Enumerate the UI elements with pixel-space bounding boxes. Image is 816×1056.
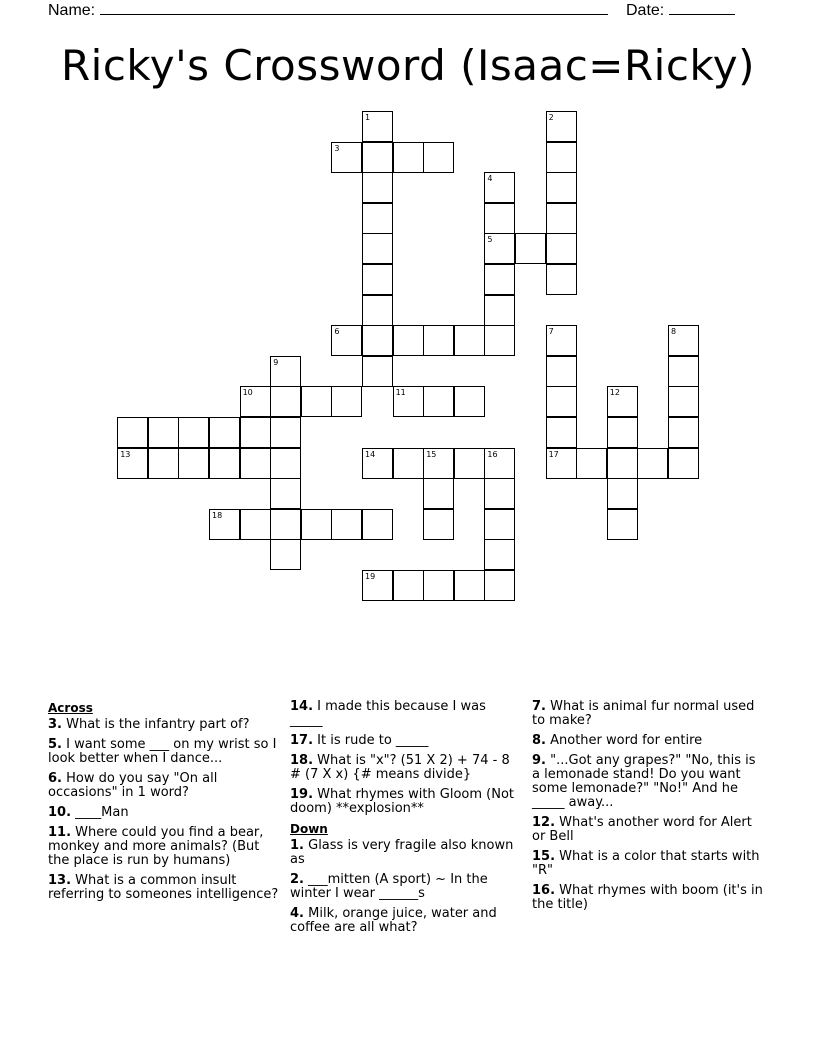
clue-across-3: [48, 718, 284, 732]
clue-text: "...Got any grapes?" "No, this is a lemonade stand! Do you want some lemonade?" "No!" And he _____ away...: [532, 753, 756, 810]
clue-text: Milk, orange juice, water and coffee are all what?: [290, 906, 497, 935]
grid-cell[interactable]: [546, 172, 577, 203]
grid-cell[interactable]: [117, 417, 148, 448]
grid-cell[interactable]: [546, 142, 577, 173]
grid-cell[interactable]: [668, 356, 699, 387]
grid-cell[interactable]: [546, 233, 577, 264]
grid-cell[interactable]: [515, 233, 546, 264]
clue-number: 7.: [532, 699, 546, 714]
clue-number: 1.: [290, 838, 304, 853]
clue-text: What rhymes with Gloom (Not doom) **explosion**: [290, 787, 515, 816]
grid-cell[interactable]: [576, 448, 607, 479]
grid-cell[interactable]: [301, 509, 332, 540]
cell-number: 14: [365, 449, 376, 459]
cell-number: 4: [487, 174, 493, 184]
grid-cell[interactable]: [423, 142, 454, 173]
clue-across-18: [290, 754, 516, 782]
grid-cell[interactable]: [607, 478, 638, 509]
date-label: Date:: [626, 2, 665, 19]
clue-number: 16.: [532, 883, 556, 898]
clue-text: What is "x"? (51 X 2) + 74 - 8 # (7 X x) {# means divide}: [290, 753, 510, 782]
cell-number: 10: [242, 388, 253, 398]
clues-column-1: [48, 700, 284, 908]
grid-cell[interactable]: [362, 325, 393, 356]
grid-cell[interactable]: [607, 386, 638, 417]
grid-cell[interactable]: [607, 448, 638, 479]
cell-number: 8: [671, 327, 677, 337]
clue-down-16: [532, 884, 764, 912]
clue-text: What is the infantry part of?: [66, 717, 250, 732]
cell-number: 19: [365, 572, 376, 581]
grid-cell[interactable]: [423, 448, 454, 479]
grid-cell[interactable]: [362, 448, 393, 479]
grid-cell[interactable]: [270, 509, 301, 540]
name-label: Name:: [48, 2, 96, 19]
grid-cell[interactable]: [546, 203, 577, 234]
clue-number: 3.: [48, 717, 62, 732]
clue-number: 17.: [290, 733, 314, 748]
grid-cell[interactable]: [362, 264, 393, 295]
grid-cell[interactable]: [423, 478, 454, 509]
clue-across-19: [290, 788, 516, 816]
cell-number: 11: [395, 388, 406, 398]
grid-cell[interactable]: [423, 386, 454, 417]
grid-cell[interactable]: [178, 417, 209, 448]
cell-number: 3: [334, 143, 340, 153]
grid-cell[interactable]: [209, 509, 240, 540]
grid-cell[interactable]: [454, 386, 485, 417]
grid-cell[interactable]: [362, 233, 393, 264]
down-heading: Down: [290, 822, 328, 836]
clue-down-9: [532, 754, 764, 810]
cell-number: 17: [548, 449, 559, 459]
clue-number: 12.: [532, 815, 556, 830]
clue-number: 5.: [48, 737, 62, 752]
clue-number: 11.: [48, 825, 72, 840]
page-title: Ricky's Crossword (Isaac=Ricky): [60, 41, 756, 90]
clue-text: What is a common insult referring to someones intelligence?: [48, 873, 279, 902]
clue-down-7: [532, 700, 764, 728]
grid-cell[interactable]: [423, 325, 454, 356]
grid-cell[interactable]: [668, 386, 699, 417]
clue-number: 2.: [290, 872, 304, 887]
grid-cell[interactable]: [607, 509, 638, 540]
cell-number: 16: [487, 449, 498, 459]
grid-cell[interactable]: [454, 325, 485, 356]
cell-number: 5: [487, 235, 493, 245]
grid-cell[interactable]: [484, 539, 515, 570]
grid-cell[interactable]: [484, 478, 515, 509]
grid-cell[interactable]: [270, 356, 301, 387]
grid-cell[interactable]: [178, 448, 209, 479]
clue-across-13: [48, 874, 284, 902]
grid-cell[interactable]: [209, 448, 240, 479]
grid-cell[interactable]: [240, 448, 271, 479]
grid-cell[interactable]: [393, 325, 424, 356]
cell-number: 6: [334, 327, 340, 337]
grid-cell[interactable]: [668, 417, 699, 448]
grid-cell[interactable]: [393, 570, 424, 601]
grid-cell[interactable]: [331, 386, 362, 417]
cell-number: 2: [548, 113, 554, 122]
clue-text: Another word for entire: [550, 733, 703, 748]
clue-down-1: [290, 839, 516, 867]
clue-number: 14.: [290, 699, 314, 714]
grid-cell[interactable]: [607, 417, 638, 448]
cell-number: 13: [120, 449, 131, 459]
clue-text: ____Man: [75, 805, 129, 820]
grid-cell[interactable]: [484, 295, 515, 326]
clue-across-5: [48, 738, 284, 766]
grid-cell[interactable]: [668, 448, 699, 479]
grid-cell[interactable]: [270, 386, 301, 417]
grid-cell[interactable]: [393, 448, 424, 479]
clue-text: It is rude to _____: [317, 733, 429, 748]
clue-across-17: [290, 734, 516, 748]
grid-cell[interactable]: [362, 111, 393, 142]
grid-cell[interactable]: [668, 325, 699, 356]
grid-cell[interactable]: [301, 386, 332, 417]
clue-across-10: [48, 806, 284, 820]
grid-cell[interactable]: [546, 417, 577, 448]
grid-cell[interactable]: [270, 448, 301, 479]
grid-cell[interactable]: [546, 111, 577, 142]
grid-cell[interactable]: [148, 417, 179, 448]
clue-number: 6.: [48, 771, 62, 786]
cell-number: 12: [609, 388, 620, 398]
grid-cell[interactable]: [331, 142, 362, 173]
grid-cell[interactable]: [484, 509, 515, 540]
grid-cell[interactable]: [546, 356, 577, 387]
cell-number: 7: [548, 327, 554, 337]
grid-cell[interactable]: [362, 295, 393, 326]
grid-cell[interactable]: [362, 356, 393, 387]
clue-number: 4.: [290, 906, 304, 921]
clue-number: 19.: [290, 787, 314, 802]
clue-text: What is animal fur normal used to make?: [532, 699, 755, 728]
clue-down-4: [290, 907, 516, 935]
clue-text: What's another word for Alert or Bell: [532, 815, 752, 844]
grid-cell[interactable]: [484, 325, 515, 356]
clue-text: I made this because I was _____: [290, 699, 486, 728]
grid-cell[interactable]: [240, 417, 271, 448]
clue-down-2: [290, 873, 516, 901]
grid-cell[interactable]: [546, 264, 577, 295]
grid-cell[interactable]: [117, 448, 148, 479]
clue-text: What is a color that starts with "R": [532, 849, 760, 878]
clue-text: How do you say "On all occasions" in 1 word?: [48, 771, 218, 800]
across-heading: Across: [48, 701, 93, 715]
cell-number: 18: [212, 510, 223, 520]
grid-cell[interactable]: [546, 448, 577, 479]
clue-down-15: [532, 850, 764, 878]
grid-cell[interactable]: [546, 386, 577, 417]
clue-across-14: [290, 700, 516, 728]
clue-text: What rhymes with boom (it's in the title): [532, 883, 763, 912]
grid-cell[interactable]: [362, 570, 393, 601]
clue-text: I want some ___ on my wrist so I look better when I dance...: [48, 737, 277, 766]
grid-cell[interactable]: [484, 172, 515, 203]
grid-cell[interactable]: [362, 203, 393, 234]
clue-across-6: [48, 772, 284, 800]
grid-cell[interactable]: [240, 386, 271, 417]
clue-number: 10.: [48, 805, 72, 820]
grid-cell[interactable]: [270, 478, 301, 509]
clue-number: 13.: [48, 873, 72, 888]
grid-cell[interactable]: [484, 203, 515, 234]
grid-cell[interactable]: [362, 509, 393, 540]
clue-across-11: [48, 826, 284, 868]
grid-cell[interactable]: [637, 448, 668, 479]
grid-cell[interactable]: [393, 142, 424, 173]
grid-cell[interactable]: [454, 570, 485, 601]
grid-cell[interactable]: [484, 448, 515, 479]
clue-text: ___mitten (A sport) ~ In the winter I wear ______s: [290, 872, 488, 901]
cell-number: 15: [426, 449, 437, 459]
grid-cell[interactable]: [484, 233, 515, 264]
grid-cell[interactable]: [362, 142, 393, 173]
grid-cell[interactable]: [454, 448, 485, 479]
grid-cell[interactable]: [331, 509, 362, 540]
grid-cell[interactable]: [484, 570, 515, 601]
grid-cell[interactable]: [270, 417, 301, 448]
clue-number: 9.: [532, 753, 546, 768]
clue-down-8: [532, 734, 764, 748]
grid-cell[interactable]: [484, 264, 515, 295]
clues-column-2: [290, 700, 516, 941]
grid-cell[interactable]: [423, 509, 454, 540]
clue-down-12: [532, 816, 764, 844]
clues-column-3: [532, 700, 764, 918]
grid-cell[interactable]: [362, 172, 393, 203]
clue-text: Glass is very fragile also known as: [290, 838, 514, 867]
clue-text: Where could you find a bear, monkey and more animals? (But the place is run by humans): [48, 825, 264, 868]
grid-cell[interactable]: [423, 570, 454, 601]
grid-cell[interactable]: [209, 417, 240, 448]
clue-number: 8.: [532, 733, 546, 748]
cell-number: 9: [273, 357, 279, 367]
grid-cell[interactable]: [393, 386, 424, 417]
grid-cell[interactable]: [270, 539, 301, 570]
grid-cell[interactable]: [331, 325, 362, 356]
grid-cell[interactable]: [240, 509, 271, 540]
clue-number: 15.: [532, 849, 556, 864]
grid-cell[interactable]: [546, 325, 577, 356]
clue-number: 18.: [290, 753, 314, 768]
cell-number: 1: [365, 113, 371, 122]
grid-cell[interactable]: [148, 448, 179, 479]
